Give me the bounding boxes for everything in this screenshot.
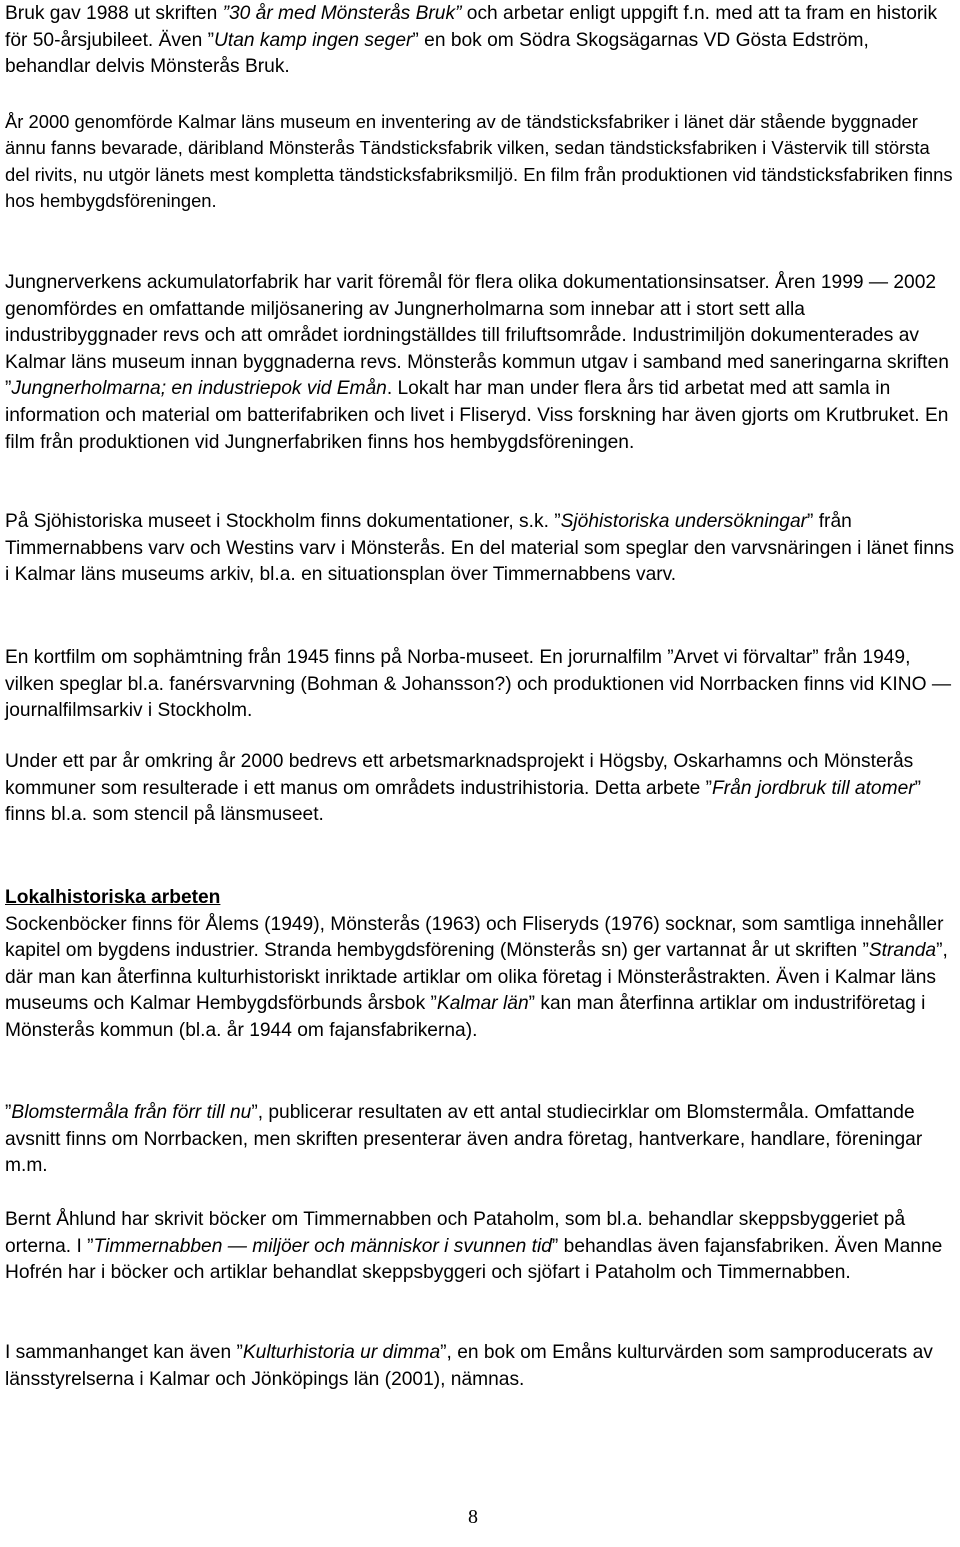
sjo-text-2: från Timmernabbens varv och Westins varv i Mönsterås. En del material som speglar den varvsnäringen i länet finns i Kalmar läns museums arkiv, bl.a. en situationsplan över Timmernabbens varv. <box>5 511 955 586</box>
paragraph-sammanhanget: I sammanhanget kan även ”Kulturhistoria ur dimma”, en bok om Emåns kulturvärden som samproducerats av länsstyrelserna i Kalmar och Jönköpings län (2001), nämnas. <box>5 1342 933 1390</box>
tandsticksfabrik-text: År 2000 genomförde Kalmar läns museum en inventering av de tändsticksfabriker i länet där stående byggnader ännu fanns bevarade, däribland Mönsterås Tändsticksfabrik vilken, sedan tändsticksfabriken i Västervik till största del rivits, nu utgör länets mest kompletta tändsticksfabriksmiljö. En film från produktionen vid tändsticksfabriken finns hos hembygdsföreningen. <box>5 111 953 212</box>
paragraph-sjohistoriska: På Sjöhistoriska museet i Stockholm finns dokumentationer, s.k. ”Sjöhistoriska undersökningar” från Timmernabbens varv och Westins varv i Mönsterås. En del material som speglar den varvsnäringen i länet finns i Kalmar läns museums arkiv, bl.a. en situationsplan över Timmernabbens varv. <box>5 511 955 586</box>
paragraph-intro: Bruk gav 1988 ut skriften ”30 år med Mönsterås Bruk” och arbetar enligt uppgift f.n. med att ta fram en historik för 50-årsjubileet. Även ”Utan kamp ingen seger” en bok om Södra Skogsägarnas VD Gösta Edström, behandlar delvis Mönsterås Bruk. <box>5 3 938 78</box>
blom-title: Blomstermåla från förr till nu <box>11 1102 252 1123</box>
arbete-title-jordbruk: Från jordbruk till atomer <box>712 777 915 799</box>
bernt-text-2: behandlas även fajansfabriken. Även Manne Hofrén har i böcker och artiklar behandlat skeppsbyggeri och sjöfart i Pataholm och Timmernabben. <box>5 1235 943 1284</box>
section-heading-lokalhistoriska: Lokalhistoriska arbeten <box>5 887 221 908</box>
intro-text-3: en bok om Södra Skogsägarnas VD Gösta Edström, behandlar delvis Mönsterås Bruk. <box>5 29 869 78</box>
paragraph-jungnerverken: Jungnerverkens ackumulatorfabrik har varit föremål för flera olika dokumentationsinsatser. Åren 1999 — 2002 genomfördes en omfattande miljösanering av Jungnerholmarna som innebar att i stort sett alla industribyggnader revs och att området iordningställdes till friluftsområde. Industrimiljön dokumenterades av Kalmar läns museum innan byggnaderna revs. Mönsterås kommun utgav i samband med saneringarna skriften ”Jungnerholmarna; en industriepok vid Emån. Lokalt har man under flera års tid arbetat med att samla in information och material om batterifabriken och livet i Fliseryd. Viss forskning har även gjorts om Krutbruket. En film från produktionen vid Jungnerfabriken finns hos hembygdsföreningen. <box>5 272 949 453</box>
samm-title-kulturhistoria: Kulturhistoria ur dimma <box>242 1342 441 1363</box>
paragraph-blomstermala: ”Blomstermåla från förr till nu”, publicerar resultaten av ett antal studiecirklar om Blomstermåla. Omfattande avsnitt finns om Norrbacken, men skriften presenterar även andra företag, hantverkare, handlare, föreningar m.m. <box>5 1102 923 1177</box>
sjo-title-undersokningar: Sjöhistoriska undersökningar <box>560 511 807 532</box>
paragraph-kortfilm <box>5 645 955 725</box>
intro-text-2: och arbetar enligt uppgift f.n. med att ta fram en historik för 50-årsjubileet. Även <box>5 3 938 51</box>
kortfilm-text: En kortfilm om sophämtning från 1945 finns på Norba-museet. En jorurnalfilm ”Arvet vi förvaltar” från 1949, vilken speglar bl.a. fanérsvarvning (Bohman & Johansson?) och produktionen vid Norrbacken finns vid KINO — journalfilmsarkiv i Stockholm. <box>5 647 952 722</box>
intro-text-1: Bruk gav 1988 ut skriften <box>5 3 223 24</box>
samm-text-1: I sammanhanget kan även <box>5 1342 237 1363</box>
arbete-text-2: finns bl.a. som stencil på länsmuseet. <box>5 804 324 826</box>
section-lokalhistoriska: Lokalhistoriska arbeten Sockenböcker finns för Ålems (1949), Mönsterås (1963) och Fliseryds (1976) socknar, som samtliga innehåller kapitel om bygdens industrier. Stranda hembygdsförening (Mönsterås sn) ger vartannat år ut skriften ”Stranda”, där man kan återfinna kulturhistoriskt inriktade artiklar om olika företag i Mönsteråstrakten. Även i Kalmar läns museums och Kalmar Hembygdsförbunds årsbok ”Kalmar län” kan man återfinna artiklar om industriföretag i Mönsterås kommun (bl.a. år 1944 om fajansfabrikerna). <box>5 885 955 1045</box>
bernt-text-1: Bernt Åhlund har skrivit böcker om Timmernabben och Pataholm, som bl.a. behandlar skeppsbyggeriet på orterna. I <box>5 1209 906 1257</box>
samm-text-2: , en bok om Emåns kulturvärden som samproducerats av länsstyrelserna i Kalmar och Jönköpings län (2001), nämnas. <box>5 1342 933 1390</box>
lokal-text-1: Sockenböcker finns för Ålems (1949), Mönsterås (1963) och Fliseryds (1976) socknar, som samtliga innehåller kapitel om bygdens industrier. Stranda hembygdsförening (Mönsterås sn) ger vartannat år ut skriften <box>5 913 944 962</box>
lokal-title-kalmar-lan: Kalmar län <box>436 993 529 1015</box>
lokal-title-stranda: Stranda <box>868 940 937 962</box>
paragraph-tandsticksfabrik <box>5 109 955 215</box>
jung-text-2: . Lokalt har man under flera års tid arbetat med att samla in information och material om batterifabriken och livet i Fliseryd. Viss forskning har även gjorts om Krutbruket. En film från produktionen vid Jungnerfabriken finns hos hembygdsföreningen. <box>5 378 949 453</box>
lokal-text-3: kan man återfinna artiklar om industriföretag i Mönsterås kommun (bl.a. år 1944 om fajansfabrikerna). <box>5 993 926 1041</box>
bernt-title-timmernabben: Timmernabben — miljöer och människor i svunnen tid <box>93 1235 552 1257</box>
jung-title-jungnerholmarna: Jungnerholmarna; en industriepok vid Emån <box>11 378 387 400</box>
paragraph-bernt-ahlund: Bernt Åhlund har skrivit böcker om Timmernabben och Pataholm, som bl.a. behandlar skeppsbyggeriet på orterna. I ”Timmernabben — miljöer och människor i svunnen tid” behandlas även fajansfabriken. Även Manne Hofrén har i böcker och artiklar behandlat skeppsbyggeri och sjöfart i Pataholm och Timmernabben. <box>5 1209 943 1284</box>
lokal-text-2: , där man kan återfinna kulturhistoriskt inriktade artiklar om olika företag i Mönsteråstrakten. Även i Kalmar läns museums och Kalmar Hembygdsförbunds årsbok <box>5 940 948 1015</box>
sjo-text-1: På Sjöhistoriska museet i Stockholm finns dokumentationer, s.k. <box>5 511 555 532</box>
blom-text: , publicerar resultaten av ett antal studiecirklar om Blomstermåla. Omfattande avsnitt finns om Norrbacken, men skriften presenterar även andra företag, hantverkare, handlare, föreningar m.m. <box>5 1102 923 1177</box>
intro-title-utan-kamp: Utan kamp ingen seger <box>214 29 413 51</box>
page-number: 8 <box>468 1506 478 1528</box>
intro-title-30-ar: 30 år med Mönsterås Bruk <box>228 3 456 24</box>
jung-text-1: Jungnerverkens ackumulatorfabrik har varit föremål för flera olika dokumentationsinsatser. Åren 1999 — 2002 genomfördes en omfattande miljösanering av Jungnerholmarna som innebar att i stort sett alla industribyggnader revs och att området iordningställdes till friluftsområde. Industrimiljön dokumenterades av Kalmar läns museum innan byggnaderna revs. Mönsterås kommun utgav i samband med saneringarna skriften <box>5 272 949 373</box>
paragraph-arbetsmarknadsprojekt: Under ett par år omkring år 2000 bedrevs ett arbetsmarknadsprojekt i Högsby, Oskarhamns och Mönsterås kommuner som resulterade i ett manus om områdets industrihistoria. Detta arbete ”Från jordbruk till atomer” finns bl.a. som stencil på länsmuseet. <box>5 751 922 826</box>
arbete-text-1: Under ett par år omkring år 2000 bedrevs ett arbetsmarknadsprojekt i Högsby, Oskarhamns och Mönsterås kommuner som resulterade i ett manus om områdets industrihistoria. Detta arbete <box>5 751 914 799</box>
